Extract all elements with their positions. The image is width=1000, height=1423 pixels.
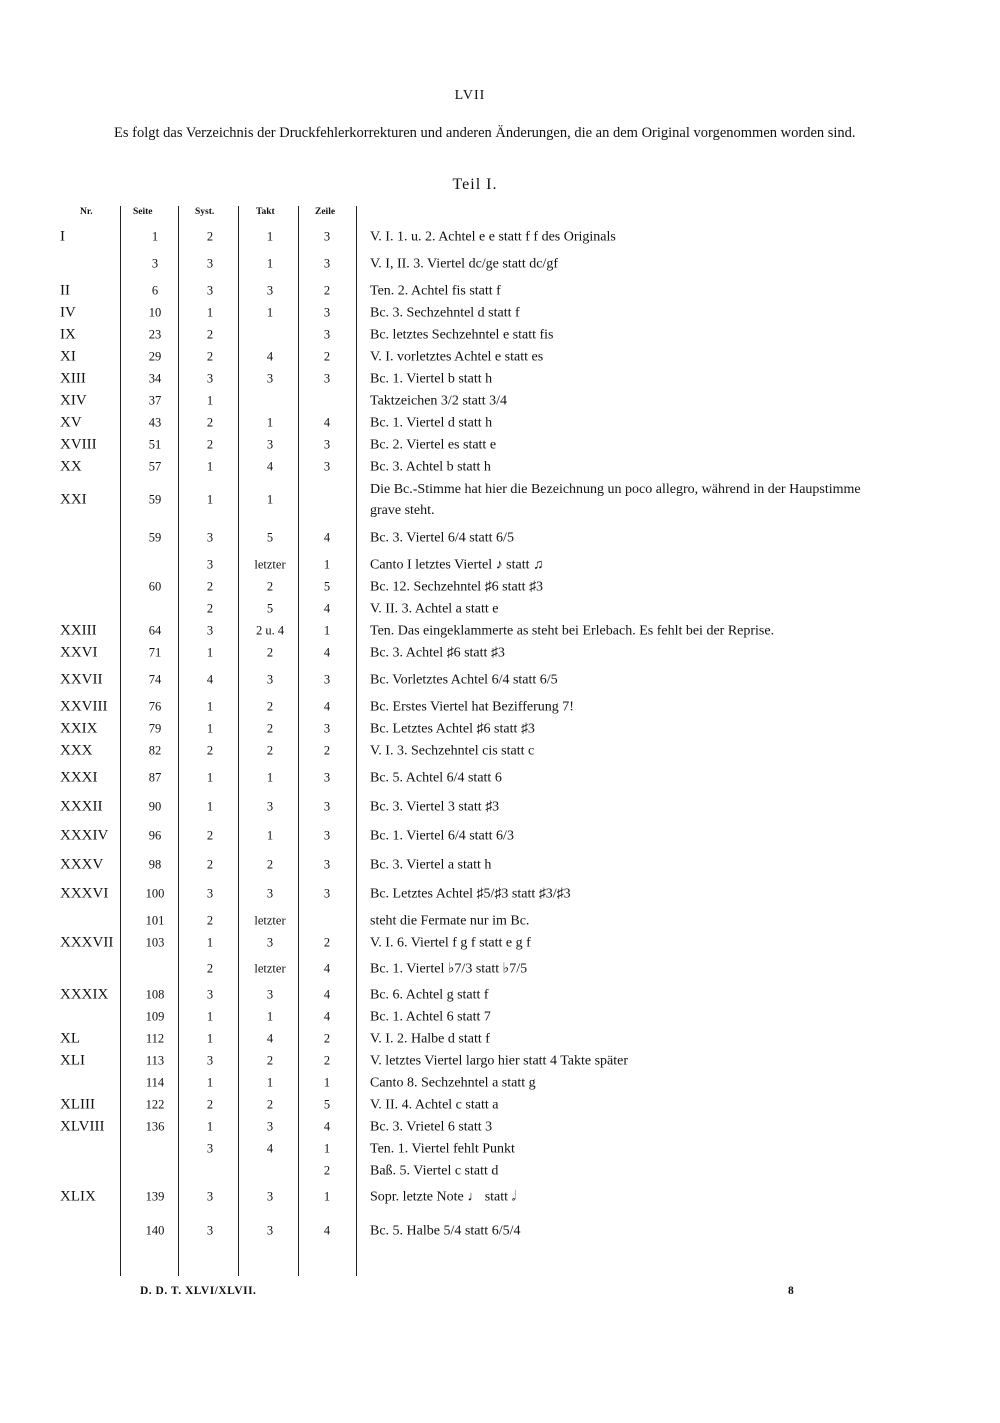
cell-text: V. I, II. 3. Viertel dc/ge statt dc/gf [370, 256, 558, 272]
cell-zeile: 5 [323, 1097, 331, 1112]
cell-text: Bc. 1. Viertel b statt h [370, 371, 493, 387]
table-row [60, 984, 890, 1006]
table-row [60, 434, 890, 456]
cell-text: Bc. 12. Sechzehntel ♯6 statt ♯3 [370, 579, 544, 595]
cell-takt: 3 [266, 283, 274, 298]
header-syst: Syst. [195, 207, 215, 217]
cell-nr: XXXI [60, 769, 98, 786]
table-row [60, 522, 890, 554]
table-row [60, 932, 890, 954]
cell-takt: 3 [266, 987, 274, 1002]
cell-seite: 82 [148, 743, 162, 758]
cell-text: Bc. 2. Viertel es statt e [370, 437, 497, 453]
cell-syst: 1 [206, 393, 214, 408]
cell-takt: 3 [266, 371, 274, 386]
cell-takt: 3 [266, 672, 274, 687]
cell-zeile: 4 [323, 1009, 331, 1024]
cell-zeile: 3 [323, 305, 331, 320]
cell-takt: 1 [266, 305, 274, 320]
table-row [60, 248, 890, 280]
cell-nr: XV [60, 414, 82, 431]
table-row [60, 1094, 890, 1116]
cell-text: Baß. 5. Viertel c statt d [370, 1163, 499, 1179]
cell-text: Bc. 3. Viertel 6/4 statt 6/5 [370, 530, 514, 546]
cell-syst: 2 [206, 913, 214, 928]
cell-syst: 2 [206, 857, 214, 872]
section-title: Teil I. [452, 176, 498, 193]
cell-takt: 5 [266, 601, 274, 616]
table-row [60, 554, 890, 576]
cell-takt: letzter [254, 913, 286, 928]
cell-syst: 2 [206, 828, 214, 843]
cell-text: Ten. 2. Achtel fis statt f [370, 283, 501, 299]
cell-syst: 1 [206, 699, 214, 714]
cell-nr: XXXVII [60, 934, 114, 951]
cell-zeile: 1 [323, 623, 331, 638]
cell-seite: 87 [148, 770, 162, 785]
cell-nr: XI [60, 348, 76, 365]
table-row [60, 368, 890, 390]
cell-zeile: 1 [323, 1189, 331, 1204]
cell-text: Bc. 5. Achtel 6/4 statt 6 [370, 770, 502, 786]
cell-nr: XVIII [60, 436, 97, 453]
table-row [60, 878, 890, 910]
cell-nr: XIII [60, 370, 86, 387]
cell-nr: XLVIII [60, 1118, 105, 1135]
table-row [60, 324, 890, 346]
table-row [60, 346, 890, 368]
cell-zeile: 3 [323, 371, 331, 386]
cell-text: V. II. 3. Achtel a statt e [370, 601, 499, 617]
table-row [60, 664, 890, 696]
cell-seite: 1 [151, 229, 159, 244]
table-header [60, 204, 890, 226]
cell-text: Bc. 6. Achtel g statt f [370, 987, 489, 1003]
cell-takt: 2 [266, 743, 274, 758]
cell-zeile: 4 [323, 601, 331, 616]
cell-text: Bc. 1. Achtel 6 statt 7 [370, 1009, 491, 1025]
cell-syst: 1 [206, 459, 214, 474]
cell-text: Die Bc.-Stimme hat hier die Bezeichnung un poco allegro, während in der Haupstimme grave steht. [370, 482, 861, 518]
cell-text: Canto I letztes Viertel ♪ statt ♫ [370, 557, 544, 573]
cell-syst: 3 [206, 623, 214, 638]
cell-syst: 2 [206, 437, 214, 452]
cell-text: Bc. Vorletztes Achtel 6/4 statt 6/5 [370, 672, 558, 688]
cell-takt: 2 [266, 699, 274, 714]
cell-seite: 10 [148, 305, 162, 320]
cell-text: Ten. 1. Viertel fehlt Punkt [370, 1141, 515, 1157]
cell-zeile: 4 [323, 1119, 331, 1134]
table-row [60, 696, 890, 718]
cell-zeile: 2 [323, 1031, 331, 1046]
cell-seite: 108 [145, 987, 165, 1002]
cell-takt: 2 [266, 1097, 274, 1112]
cell-text: Bc. 3. Sechzehntel d statt f [370, 305, 520, 321]
cell-takt: 1 [266, 828, 274, 843]
table-row [60, 1138, 890, 1160]
cell-takt: 3 [266, 1223, 274, 1238]
cell-nr: XXXII [60, 798, 103, 815]
cell-zeile: 2 [323, 1053, 331, 1068]
cell-text: V. I. 3. Sechzehntel cis statt c [370, 743, 535, 759]
table-row [60, 1160, 890, 1182]
table-row [60, 620, 890, 642]
cell-text: V. I. 6. Viertel f g f statt e g f [370, 935, 531, 951]
cell-text: Bc. 3. Viertel a statt h [370, 857, 492, 873]
cell-text: Sopr. letzte Note ♩ statt 𝅗𝅥 [370, 1189, 516, 1205]
cell-syst: 3 [206, 987, 214, 1002]
table-row [60, 390, 890, 412]
cell-takt: letzter [254, 961, 286, 976]
cell-nr: XXXVI [60, 885, 109, 902]
cell-text: Bc. 3. Achtel ♯6 statt ♯3 [370, 645, 505, 661]
cell-syst: 3 [206, 1053, 214, 1068]
cell-zeile: 3 [323, 437, 331, 452]
cell-seite: 71 [148, 645, 162, 660]
cell-syst: 1 [206, 492, 214, 507]
table-row [60, 302, 890, 324]
table-row [60, 642, 890, 664]
table-row [60, 576, 890, 598]
cell-nr: XLIII [60, 1096, 95, 1113]
intro-paragraph: Es folgt das Verzeichnis der Druckfehlerkorrekturen und anderen Änderungen, die an dem Original vorgenommen worden sind. [114, 125, 856, 141]
table-body [60, 226, 890, 1250]
cell-takt: 1 [266, 1075, 274, 1090]
table-row [60, 794, 890, 820]
cell-syst: 3 [206, 530, 214, 545]
cell-takt: 4 [266, 1141, 274, 1156]
cell-nr: XLIX [60, 1188, 96, 1205]
cell-zeile: 1 [323, 557, 331, 572]
cell-takt: 1 [266, 1009, 274, 1024]
table-row [60, 412, 890, 434]
cell-seite: 103 [145, 935, 165, 950]
cell-zeile: 1 [323, 1141, 331, 1156]
cell-seite: 76 [148, 699, 162, 714]
table-row [60, 1050, 890, 1072]
cell-zeile: 3 [323, 828, 331, 843]
cell-zeile: 2 [323, 743, 331, 758]
cell-seite: 59 [148, 492, 162, 507]
cell-nr: XXIX [60, 720, 98, 737]
corrections-table [60, 204, 890, 1250]
cell-zeile: 3 [323, 256, 331, 271]
table-row [60, 1182, 890, 1212]
cell-nr: IV [60, 304, 76, 321]
cell-takt: 3 [266, 886, 274, 901]
cell-syst: 2 [206, 743, 214, 758]
table-row [60, 820, 890, 852]
cell-nr: XXXIV [60, 827, 109, 844]
cell-seite: 3 [151, 256, 159, 271]
cell-syst: 3 [206, 1141, 214, 1156]
table-row [60, 226, 890, 248]
table-row [60, 718, 890, 740]
cell-text: Bc. 3. Viertel 3 statt ♯3 [370, 799, 500, 815]
table-row [60, 910, 890, 932]
cell-nr: XXI [60, 491, 87, 508]
cell-seite: 139 [145, 1189, 165, 1204]
cell-takt: 3 [266, 799, 274, 814]
cell-syst: 1 [206, 1119, 214, 1134]
cell-seite: 43 [148, 415, 162, 430]
cell-zeile: 3 [323, 857, 331, 872]
cell-seite: 112 [145, 1031, 165, 1046]
cell-takt: 2 [266, 721, 274, 736]
cell-zeile: 5 [323, 579, 331, 594]
cell-seite: 136 [145, 1119, 165, 1134]
cell-text: Bc. 3. Vrietel 6 statt 3 [370, 1119, 493, 1135]
cell-takt: 1 [266, 415, 274, 430]
cell-syst: 1 [206, 645, 214, 660]
cell-takt: 1 [266, 256, 274, 271]
cell-seite: 100 [145, 886, 165, 901]
cell-text: Bc. letztes Sechzehntel e statt fis [370, 327, 554, 343]
cell-nr: XXVII [60, 671, 103, 688]
cell-zeile: 4 [323, 1223, 331, 1238]
page-number: LVII [454, 88, 486, 103]
cell-zeile: 3 [323, 770, 331, 785]
cell-takt: 2 [266, 1053, 274, 1068]
cell-zeile: 4 [323, 699, 331, 714]
cell-zeile: 3 [323, 327, 331, 342]
table-row [60, 478, 890, 522]
cell-text: Bc. 1. Viertel ♭7/3 statt ♭7/5 [370, 961, 528, 977]
cell-zeile: 3 [323, 229, 331, 244]
cell-zeile: 2 [323, 1163, 331, 1178]
table-row [60, 740, 890, 762]
cell-takt: 4 [266, 349, 274, 364]
cell-takt: 1 [266, 492, 274, 507]
cell-seite: 59 [148, 530, 162, 545]
cell-syst: 2 [206, 349, 214, 364]
table-row [60, 852, 890, 878]
cell-zeile: 3 [323, 672, 331, 687]
cell-text: steht die Fermate nur im Bc. [370, 913, 530, 929]
cell-zeile: 4 [323, 987, 331, 1002]
cell-takt: 3 [266, 935, 274, 950]
cell-zeile: 4 [323, 961, 331, 976]
cell-nr: XXVI [60, 644, 98, 661]
cell-zeile: 2 [323, 349, 331, 364]
cell-syst: 2 [206, 961, 214, 976]
cell-takt: 4 [266, 1031, 274, 1046]
cell-text: Bc. Letztes Achtel ♯6 statt ♯3 [370, 721, 535, 737]
cell-text: V. I. 1. u. 2. Achtel e e statt f f des Originals [370, 229, 616, 245]
cell-seite: 109 [145, 1009, 165, 1024]
cell-seite: 114 [145, 1075, 165, 1090]
cell-takt: 2 u. 4 [255, 623, 285, 638]
cell-text: Bc. 5. Halbe 5/4 statt 6/5/4 [370, 1223, 521, 1239]
cell-seite: 140 [145, 1223, 165, 1238]
table-row [60, 1028, 890, 1050]
cell-syst: 2 [206, 1097, 214, 1112]
cell-syst: 2 [206, 601, 214, 616]
cell-syst: 3 [206, 256, 214, 271]
header-takt: Takt [256, 207, 275, 217]
table-row [60, 1072, 890, 1094]
header-zeile: Zeile [315, 207, 336, 217]
cell-text: V. I. 2. Halbe d statt f [370, 1031, 490, 1047]
cell-syst: 2 [206, 579, 214, 594]
cell-text: Bc. 3. Achtel b statt h [370, 459, 491, 475]
cell-zeile: 3 [323, 721, 331, 736]
cell-nr: XX [60, 458, 82, 475]
cell-seite: 98 [148, 857, 162, 872]
cell-text: Canto 8. Sechzehntel a statt g [370, 1075, 536, 1091]
table-row [60, 280, 890, 302]
cell-nr: XXXIX [60, 986, 109, 1003]
cell-nr: I [60, 228, 65, 245]
cell-syst: 2 [206, 327, 214, 342]
cell-syst: 1 [206, 1075, 214, 1090]
cell-syst: 1 [206, 770, 214, 785]
cell-nr: IX [60, 326, 76, 343]
cell-seite: 23 [148, 327, 162, 342]
cell-text: Ten. Das eingeklammerte as steht bei Erlebach. Es fehlt bei der Reprise. [370, 623, 775, 639]
table-row [60, 456, 890, 478]
cell-seite: 57 [148, 459, 162, 474]
cell-seite: 37 [148, 393, 162, 408]
cell-takt: letzter [254, 557, 286, 572]
cell-takt: 3 [266, 437, 274, 452]
cell-syst: 3 [206, 371, 214, 386]
table-row [60, 954, 890, 984]
cell-syst: 3 [206, 886, 214, 901]
cell-nr: XXIII [60, 622, 97, 639]
cell-nr: XIV [60, 392, 87, 409]
cell-takt: 2 [266, 857, 274, 872]
cell-syst: 1 [206, 1031, 214, 1046]
cell-takt: 2 [266, 645, 274, 660]
header-nr: Nr. [80, 207, 93, 217]
cell-nr: XL [60, 1030, 80, 1047]
cell-syst: 3 [206, 557, 214, 572]
footer-right: 8 [788, 1285, 794, 1297]
table-row [60, 762, 890, 794]
table-row [60, 1116, 890, 1138]
cell-zeile: 4 [323, 415, 331, 430]
cell-zeile: 4 [323, 530, 331, 545]
cell-syst: 2 [206, 415, 214, 430]
cell-seite: 64 [148, 623, 162, 638]
cell-zeile: 3 [323, 799, 331, 814]
header-seite: Seite [133, 207, 153, 217]
cell-text: Bc. 1. Viertel d statt h [370, 415, 493, 431]
cell-syst: 1 [206, 799, 214, 814]
cell-zeile: 2 [323, 283, 331, 298]
cell-syst: 3 [206, 1189, 214, 1204]
cell-zeile: 3 [323, 886, 331, 901]
cell-takt: 1 [266, 229, 274, 244]
cell-seite: 60 [148, 579, 162, 594]
cell-takt: 5 [266, 530, 274, 545]
cell-takt: 1 [266, 770, 274, 785]
cell-seite: 29 [148, 349, 162, 364]
table-row [60, 1006, 890, 1028]
cell-text: V. I. vorletztes Achtel e statt es [370, 349, 544, 365]
table-row [60, 598, 890, 620]
cell-syst: 1 [206, 305, 214, 320]
table-row [60, 1212, 890, 1250]
cell-syst: 1 [206, 721, 214, 736]
cell-zeile: 1 [323, 1075, 331, 1090]
cell-zeile: 4 [323, 645, 331, 660]
cell-nr: XLI [60, 1052, 85, 1069]
cell-takt: 2 [266, 579, 274, 594]
cell-seite: 79 [148, 721, 162, 736]
cell-syst: 1 [206, 1009, 214, 1024]
cell-seite: 34 [148, 371, 162, 386]
cell-seite: 74 [148, 672, 162, 687]
cell-seite: 51 [148, 437, 162, 452]
cell-nr: XXVIII [60, 698, 108, 715]
cell-syst: 3 [206, 1223, 214, 1238]
cell-nr: XXXV [60, 856, 104, 873]
cell-seite: 122 [145, 1097, 165, 1112]
footer-left: D. D. T. XLVI/XLVII. [140, 1285, 257, 1297]
cell-text: Taktzeichen 3/2 statt 3/4 [370, 393, 508, 409]
cell-syst: 2 [206, 229, 214, 244]
cell-syst: 3 [206, 283, 214, 298]
cell-text: V. letztes Viertel largo hier statt 4 Takte später [370, 1053, 629, 1069]
cell-zeile: 3 [323, 459, 331, 474]
cell-nr: XXX [60, 742, 93, 759]
cell-seite: 96 [148, 828, 162, 843]
cell-takt: 3 [266, 1119, 274, 1134]
cell-seite: 90 [148, 799, 162, 814]
cell-seite: 113 [145, 1053, 165, 1068]
cell-takt: 4 [266, 459, 274, 474]
cell-syst: 1 [206, 935, 214, 950]
cell-seite: 6 [151, 283, 159, 298]
cell-text: Bc. 1. Viertel 6/4 statt 6/3 [370, 828, 514, 844]
cell-text: V. II. 4. Achtel c statt a [370, 1097, 499, 1113]
cell-takt: 3 [266, 1189, 274, 1204]
cell-nr: II [60, 282, 70, 299]
cell-seite: 101 [145, 913, 165, 928]
cell-zeile: 2 [323, 935, 331, 950]
cell-text: Bc. Letztes Achtel ♯5/♯3 statt ♯3/♯3 [370, 886, 571, 902]
cell-text: Bc. Erstes Viertel hat Bezifferung 7! [370, 699, 574, 715]
cell-syst: 4 [206, 672, 214, 687]
